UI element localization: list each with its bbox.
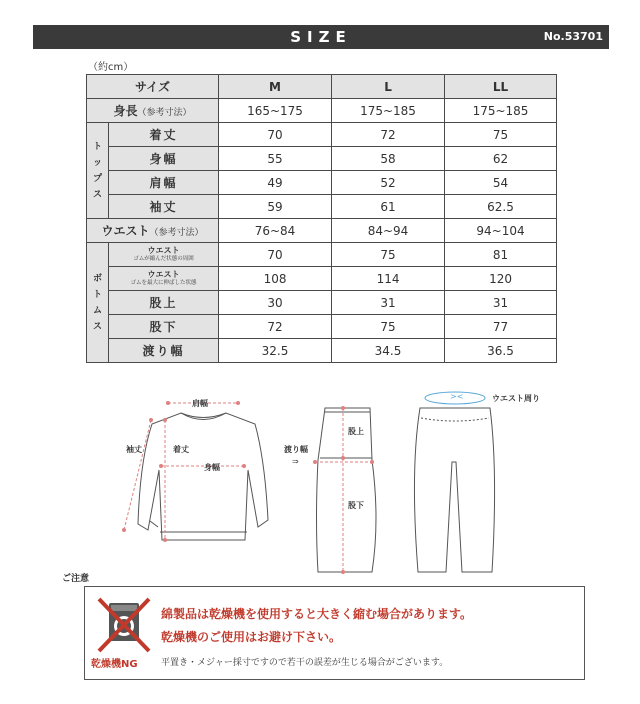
table-cell: 175~185 xyxy=(445,99,557,123)
column-header: LL xyxy=(445,75,557,99)
table-cell: 30 xyxy=(219,291,332,315)
warning-text-2: 乾燥機のご使用はお避け下さい。 xyxy=(161,630,342,644)
table-cell: 94~104 xyxy=(445,219,557,243)
info-text: 平置き・メジャー採寸ですので若干の誤差が生じる場合がございます。 xyxy=(161,658,449,668)
table-cell: 75 xyxy=(332,243,445,267)
table-cell: 34.5 xyxy=(332,339,445,363)
row-label: 着丈 xyxy=(109,123,219,147)
table-cell: 31 xyxy=(332,291,445,315)
table-cell: 165~175 xyxy=(219,99,332,123)
row-label: 肩幅 xyxy=(109,171,219,195)
table-cell: 36.5 xyxy=(445,339,557,363)
table-row xyxy=(87,123,557,147)
measurement-diagrams xyxy=(0,385,640,575)
size-header xyxy=(33,25,609,49)
table-cell: 55 xyxy=(219,147,332,171)
row-label: ウエスト ゴムが縮んだ状態の周囲 xyxy=(109,243,219,267)
unit-label: （約cm） xyxy=(88,62,134,73)
table-cell: 72 xyxy=(219,315,332,339)
table-cell: 49 xyxy=(219,171,332,195)
row-label: 渡り幅 xyxy=(109,339,219,363)
table-row xyxy=(87,195,557,219)
sleeve-label: 袖丈 xyxy=(126,445,142,454)
warning-text-1: 綿製品は乾燥機を使用すると大きく縮む場合があります。 xyxy=(161,607,473,621)
table-cell: 70 xyxy=(219,243,332,267)
row-label: ウエスト（参考寸法） xyxy=(87,219,219,243)
table-row xyxy=(87,171,557,195)
length-label: 着丈 xyxy=(173,445,189,454)
table-cell: 114 xyxy=(332,267,445,291)
body-width-label: 身幅 xyxy=(204,463,220,472)
table-row xyxy=(87,291,557,315)
table-cell: 72 xyxy=(332,123,445,147)
note-title: ご注意 xyxy=(62,574,90,584)
pants-side-diagram xyxy=(317,408,377,572)
size-table xyxy=(86,74,557,363)
row-label: 身長（参考寸法） xyxy=(87,99,219,123)
row-label: 股下 xyxy=(109,315,219,339)
dryer-ng-label: 乾燥機NG xyxy=(91,659,138,670)
column-header: サイズ xyxy=(87,75,219,99)
table-row xyxy=(87,267,557,291)
waist-around-label: ウエスト周り xyxy=(492,394,540,403)
waist-arrow-icon: >< xyxy=(450,392,464,401)
table-cell: 32.5 xyxy=(219,339,332,363)
table-cell: 62 xyxy=(445,147,557,171)
pants-front-diagram xyxy=(414,408,494,572)
table-cell: 75 xyxy=(445,123,557,147)
table-cell: 52 xyxy=(332,171,445,195)
table-cell: 31 xyxy=(445,291,557,315)
table-row xyxy=(87,99,557,123)
shoulder-label: 肩幅 xyxy=(192,399,208,408)
table-cell: 58 xyxy=(332,147,445,171)
table-row xyxy=(87,315,557,339)
table-cell: 77 xyxy=(445,315,557,339)
table-cell: 76~84 xyxy=(219,219,332,243)
table-cell: 59 xyxy=(219,195,332,219)
table-row xyxy=(87,147,557,171)
table-cell: 175~185 xyxy=(332,99,445,123)
shirt-diagram xyxy=(138,413,268,540)
row-label: 身幅 xyxy=(109,147,219,171)
row-label: ウエスト ゴムを最大に伸ばした状態 xyxy=(109,267,219,291)
table-cell: 81 xyxy=(445,243,557,267)
table-row xyxy=(87,219,557,243)
table-cell: 108 xyxy=(219,267,332,291)
note-box xyxy=(84,586,585,680)
table-cell: 62.5 xyxy=(445,195,557,219)
column-header: M xyxy=(219,75,332,99)
dryer-ng-icon xyxy=(95,595,153,655)
table-cell: 84~94 xyxy=(332,219,445,243)
row-label: 袖丈 xyxy=(109,195,219,219)
bottoms-category: ボ ト ム ス xyxy=(87,243,109,363)
table-cell: 75 xyxy=(332,315,445,339)
column-header: L xyxy=(332,75,445,99)
row-label: 股上 xyxy=(109,291,219,315)
product-number: No.53701 xyxy=(543,30,603,43)
table-row xyxy=(87,339,557,363)
thigh-label: 渡り幅 xyxy=(284,445,308,454)
page-title: SIZE xyxy=(290,28,352,46)
thigh-arrow: ⇒ xyxy=(292,457,299,466)
table-cell: 120 xyxy=(445,267,557,291)
table-cell: 54 xyxy=(445,171,557,195)
table-cell: 70 xyxy=(219,123,332,147)
rise-label: 股上 xyxy=(348,427,364,436)
table-row xyxy=(87,243,557,267)
inseam-label: 股下 xyxy=(348,501,364,510)
table-cell: 61 xyxy=(332,195,445,219)
tops-category: ト ッ プ ス xyxy=(87,123,109,219)
table-header-row xyxy=(87,75,557,99)
